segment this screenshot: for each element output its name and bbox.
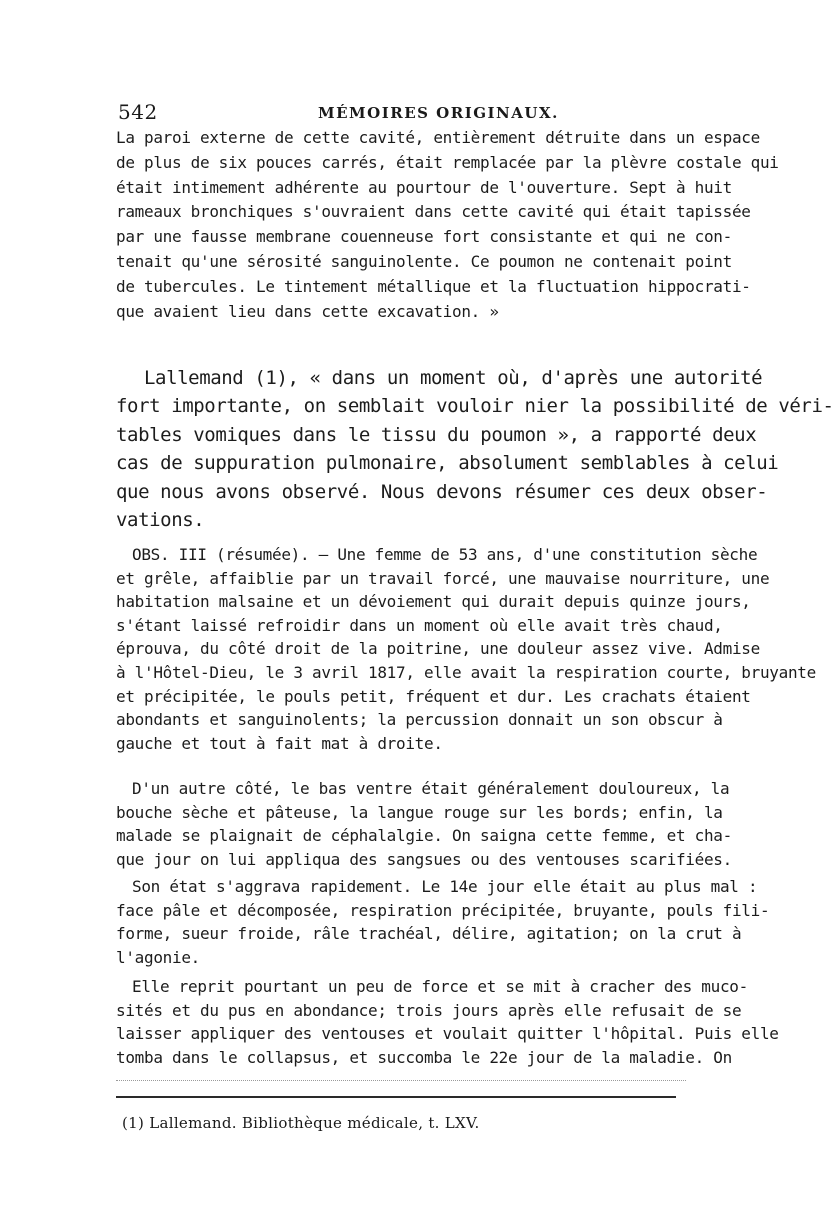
paragraph-abdomen — [116, 777, 732, 871]
text-line: Lallemand (1), « dans un moment où, d'après une autorité — [144, 367, 763, 389]
footnote-rule — [116, 1096, 676, 1098]
text-line: La paroi externe de cette cavité, entièrement détruite dans un espace — [116, 128, 760, 147]
text-line: l'agonie. — [116, 947, 200, 967]
page-number: 542 — [118, 100, 158, 124]
text-line: de plus de six pouces carrés, était remplacée par la plèvre costale qui — [116, 152, 779, 172]
text-line: éprouva, du côté droit de la poitrine, une douleur assez vive. Admise — [116, 639, 760, 659]
text-line: habitation malsaine et un dévoiement qui durait depuis quinze jours, — [116, 592, 751, 612]
text-line: tomba dans le collapsus, et succomba le 22e jour de la maladie. On — [116, 1047, 732, 1067]
text-line: cas de suppuration pulmonaire, absolument semblables à celui — [116, 452, 779, 475]
text-line: Elle reprit pourtant un peu de force et se mit à cracher des muco- — [132, 977, 748, 996]
footnote: (1) Lallemand. Bibliothèque médicale, t. LXV. — [122, 1114, 480, 1132]
paragraph-collapse — [116, 975, 779, 1069]
dotted-separator — [116, 1080, 686, 1081]
text-line: était intimement adhérente au pourtour de l'ouverture. Sept à huit — [116, 177, 732, 197]
text-line: gauche et tout à fait mat à droite. — [116, 733, 443, 753]
paragraph-cavity-description — [116, 126, 779, 324]
text-line: tables vomiques dans le tissu du poumon », a rapporté deux — [116, 423, 757, 446]
text-line: forme, sueur froide, râle trachéal, délire, agitation; on la crut à — [116, 924, 742, 944]
text-line: sités et du pus en abondance; trois jours après elle refusait de se — [116, 1000, 742, 1020]
text-line: malade se plaignait de céphalalgie. On saigna cette femme, et cha- — [116, 826, 732, 846]
paragraph-lallemand — [116, 364, 834, 534]
text-line: que avaient lieu dans cette excavation. » — [116, 301, 499, 321]
text-line: de tubercules. Le tintement métallique et la fluctuation hippocrati- — [116, 276, 751, 296]
running-head: MÉMOIRES ORIGINAUX. — [318, 104, 559, 122]
text-line: D'un autre côté, le bas ventre était généralement douloureux, la — [132, 779, 730, 798]
text-line: vations. — [116, 509, 205, 532]
text-line: abondants et sanguinolents; la percussion donnait un son obscur à — [116, 710, 723, 730]
text-line: face pâle et décomposée, respiration précipitée, bruyante, pouls fili- — [116, 900, 770, 920]
text-line: et grêle, affaiblie par un travail forcé, une mauvaise nourriture, une — [116, 568, 770, 588]
text-line: par une fausse membrane couenneuse fort consistante et qui ne con- — [116, 227, 732, 247]
text-line: rameaux bronchiques s'ouvraient dans cette cavité qui était tapissée — [116, 202, 751, 222]
text-line: que jour on lui appliqua des sangsues ou des ventouses scarifiées. — [116, 849, 732, 869]
text-line: tenait qu'une sérosité sanguinolente. Ce poumon ne contenait point — [116, 251, 732, 271]
text-line: bouche sèche et pâteuse, la langue rouge sur les bords; enfin, la — [116, 802, 723, 822]
paragraph-worsening — [116, 875, 770, 969]
text-line: et précipitée, le pouls petit, fréquent et dur. Les crachats étaient — [116, 686, 751, 706]
text-line: OBS. III (résumée). — Une femme de 53 ans, d'une constitution sèche — [132, 545, 758, 564]
text-line: laisser appliquer des ventouses et voulait quitter l'hôpital. Puis elle — [116, 1024, 779, 1044]
paragraph-observation-three — [116, 543, 816, 755]
text-line: que nous avons observé. Nous devons résumer ces deux obser- — [116, 480, 768, 503]
text-line: s'étant laissé refroidir dans un moment où elle avait très chaud, — [116, 615, 723, 635]
text-line: à l'Hôtel-Dieu, le 3 avril 1817, elle avait la respiration courte, bruyante — [116, 662, 816, 682]
text-line: fort importante, on semblait vouloir nier la possibilité de véri- — [116, 395, 834, 418]
text-line: Son état s'aggrava rapidement. Le 14e jour elle était au plus mal : — [132, 877, 758, 896]
